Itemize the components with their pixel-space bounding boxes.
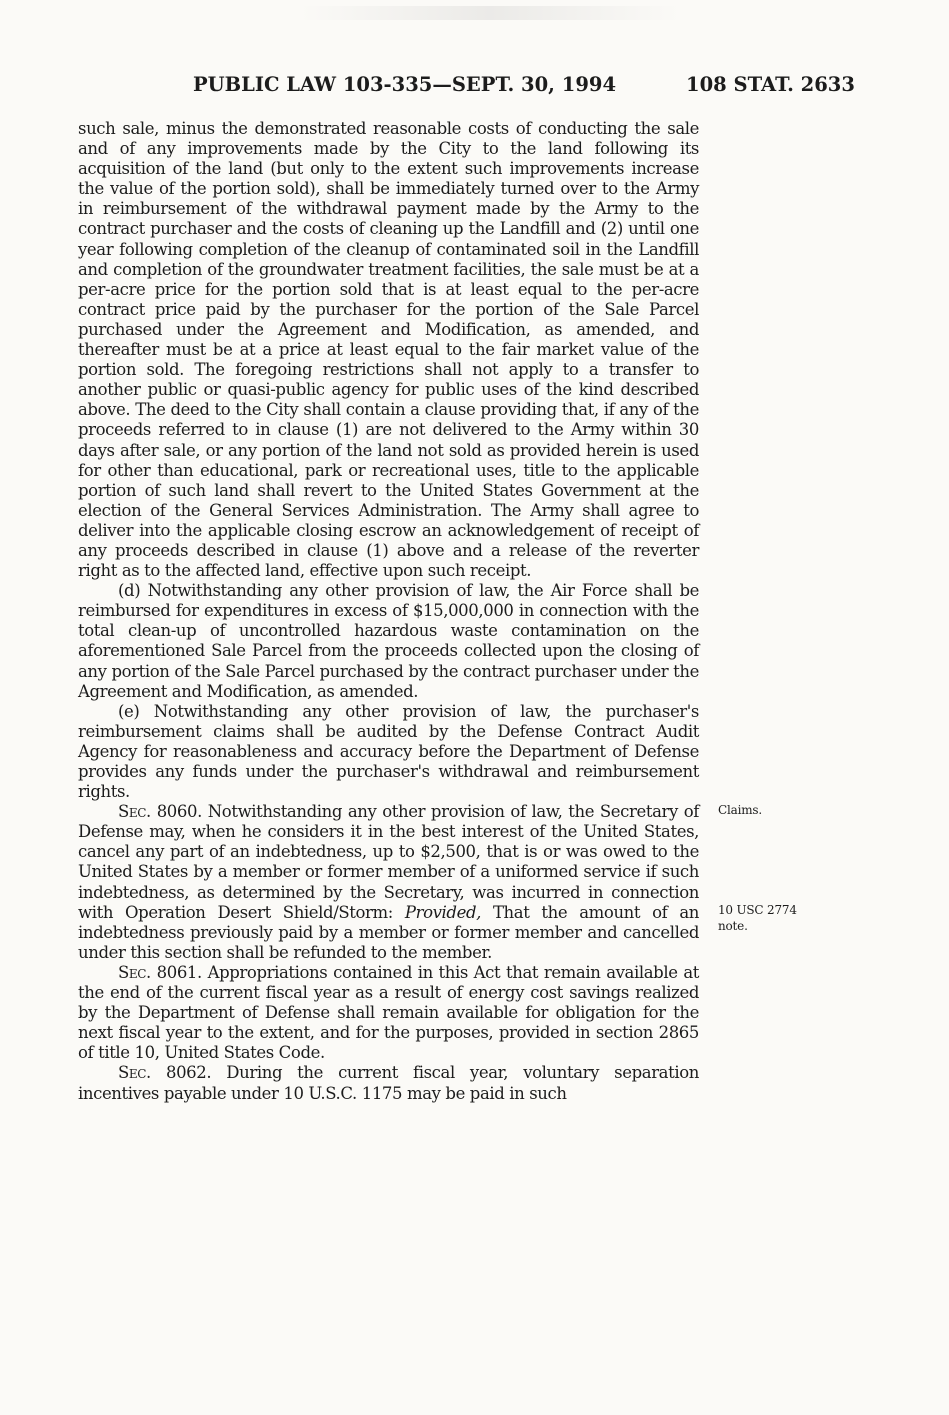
section-8061 — [78, 963, 699, 1063]
section-text: During the current fiscal year, voluntary separation incentives payable under 10 U.S.C. 1175 may be paid in such — [78, 1063, 699, 1103]
page-header — [0, 68, 949, 102]
section-label: Sec. 8060. — [118, 802, 202, 822]
scan-artifact — [300, 6, 680, 20]
page-title: PUBLIC LAW 103-335—SEPT. 30, 1994 — [193, 73, 617, 96]
paragraph-e: (e) Notwithstanding any other provision of law, the purchaser's reimbursement claims shall be audited by the Defense Contract Audit Agency for reasonableness and accuracy before the Department of Defense provides any funds under the purchaser's withdrawal and reimbursement rights. — [78, 701, 699, 802]
body-text — [78, 119, 699, 1104]
section-8060 — [78, 802, 699, 963]
paragraph-d: (d) Notwithstanding any other provision of law, the Air Force shall be reimbursed for expenditures in excess of $15,000,000 in connection with the total clean-up of uncontrolled hazardous waste contamination on the aforementioned Sale Parcel from the proceeds collected upon the closing of any portion of the Sale Parcel purchased by the contract purchaser under the Agreement and Modification, as amended. — [78, 581, 699, 701]
paragraph-continuation: such sale, minus the demonstrated reasonable costs of conducting the sale and of any improvements made by the City to the land following its acquisition of the land (but only to the extent such improvements increase the value of the portion sold), shall be immediately turned over to the Army in reimbursement of the withdrawal payment made by the Army to the contract purchaser and the costs of cleaning up the Landfill and (2) until one year following completion of the cleanup of contaminated soil in the Landfill and completion of the groundwater treatment facilities, the sale must be at a per-acre price for the portion sold that is at least equal to the per-acre contract price paid by the purchaser for the portion of the Sale Parcel purchased under the Agreement and Modification, as amended, and thereafter must be at a price at least equal to the fair market value of the portion sold. The foregoing restrictions shall not apply to a transfer to another public or quasi-public agency for public uses of the kind described above. The deed to the City shall contain a clause providing that, if any of the proceeds referred to in clause (1) are not delivered to the Army within 30 days after sale, or any portion of the land not sold as provided herein is used for other than educational, park or recreational uses, title to the applicable portion of such land shall revert to the United States Government at the election of the General Services Administration. The Army shall agree to deliver into the applicable closing escrow an acknowledgement of receipt of any proceeds described in clause (1) above and a release of the reverter right as to the affected land, effective upon such receipt. — [78, 119, 699, 581]
section-text: Appropriations contained in this Act that remain available at the end of the current fiscal year as a result of energy cost savings realized by the Department of Defense shall remain available for obligation for the next fiscal year to the extent, and for the purposes, provided in section 2865 of title 10, United States Code. — [78, 962, 699, 1063]
section-label: Sec. 8061. — [118, 962, 202, 982]
section-text: Notwithstanding any other provision of law, the Secretary of Defense may, when he considers it in the best interest of the United States, cancel any part of an indebtedness, up to $2,500, that is or was owed to the United States by a member or former member of a uniformed service if such indebtedness, as determined by the Secretary, was incurred in connection with Operation Desert Shield/Storm: — [78, 802, 699, 922]
page-number: 108 STAT. 2633 — [686, 73, 855, 96]
section-label: Sec. 8062. — [118, 1063, 212, 1083]
section-text: That the amount of an indebtedness previously paid by a member or former member and cancelled under this section shall be refunded to the member. — [78, 902, 699, 962]
section-8062 — [78, 1063, 699, 1103]
margin-note-usc-line1: 10 USC 2774 — [718, 903, 797, 917]
margin-note-usc-line2: note. — [718, 919, 748, 933]
margin-note-usc — [718, 902, 848, 934]
proviso: Provided, — [404, 902, 481, 922]
margin-note-claims: Claims. — [718, 803, 762, 817]
